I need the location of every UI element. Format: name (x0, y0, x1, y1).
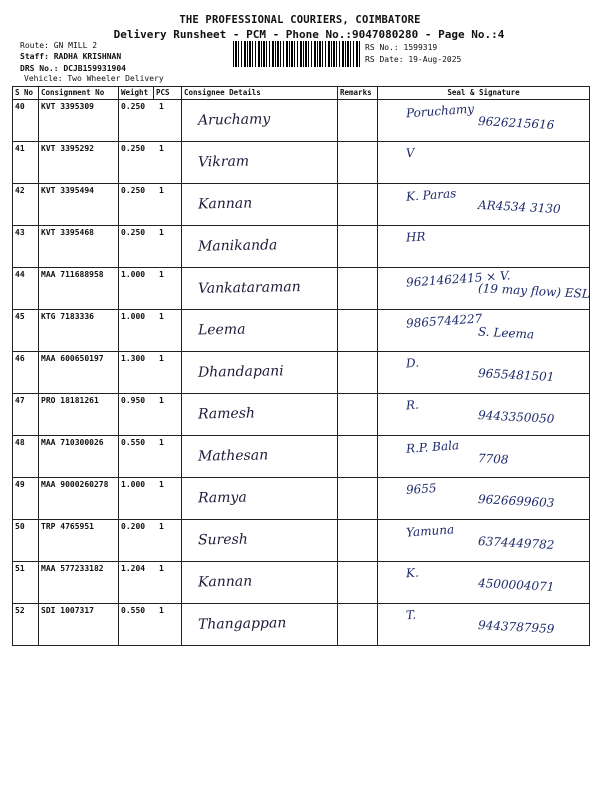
consignment-number: KVT 3395309 (39, 100, 119, 142)
weight-pcs-cell (119, 268, 182, 310)
table-header-row (13, 87, 590, 100)
signature: 9865744227 (405, 311, 483, 331)
weight-pcs-cell (119, 100, 182, 142)
signature-cell (378, 226, 590, 268)
consignee-name: Vikram (197, 153, 250, 171)
pcs-value: 1 (159, 438, 164, 447)
signature: K. (405, 565, 420, 581)
weight-value: 1.000 (121, 312, 146, 321)
signature: R.P. Bala (405, 438, 460, 456)
consignment-number: MAA 710300026 (39, 436, 119, 478)
remarks-cell (338, 604, 378, 646)
pcs-value: 1 (159, 270, 164, 279)
pcs-value: 1 (159, 354, 164, 363)
table-row (13, 268, 590, 310)
signature: HR (405, 229, 426, 245)
serial-number: 42 (13, 184, 39, 226)
signature-cell (378, 268, 590, 310)
weight-pcs-cell (119, 478, 182, 520)
signature-cell (378, 478, 590, 520)
signature-phone: 9655481501 (477, 366, 555, 384)
column-header: Seal & Signature (378, 87, 590, 100)
weight-value: 0.250 (121, 102, 146, 111)
consignee-cell (182, 226, 338, 268)
consignment-number: MAA 9000260278 (39, 478, 119, 520)
weight-pcs-cell (119, 562, 182, 604)
consignee-cell (182, 436, 338, 478)
serial-number: 40 (13, 100, 39, 142)
vehicle-text: Vehicle: Two Wheeler Delivery (24, 74, 164, 83)
table-row (13, 226, 590, 268)
consignee-cell (182, 142, 338, 184)
signature-cell (378, 604, 590, 646)
pcs-value: 1 (159, 228, 164, 237)
barcode-image (233, 41, 361, 67)
serial-number: 41 (13, 142, 39, 184)
table-row (13, 352, 590, 394)
rs-number: RS No.: 1599319 (365, 43, 438, 52)
consignee-name: Suresh (197, 531, 248, 549)
signature-cell (378, 142, 590, 184)
pcs-value: 1 (159, 312, 164, 321)
remarks-cell (338, 142, 378, 184)
weight-value: 1.204 (121, 564, 146, 573)
table-row (13, 436, 590, 478)
weight-value: 0.550 (121, 438, 146, 447)
consignment-number: PRO 18181261 (39, 394, 119, 436)
weight-value: 0.250 (121, 228, 146, 237)
consignee-cell (182, 394, 338, 436)
signature: T. (405, 607, 417, 623)
pcs-value: 1 (159, 564, 164, 573)
signature-phone: S. Leema (477, 324, 535, 342)
serial-number: 50 (13, 520, 39, 562)
table-row (13, 184, 590, 226)
consignment-number: KVT 3395468 (39, 226, 119, 268)
signature-phone: 9443787959 (477, 618, 555, 636)
consignee-cell (182, 268, 338, 310)
column-header: Remarks (338, 87, 378, 100)
remarks-cell (338, 226, 378, 268)
consignment-number: TRP 4765951 (39, 520, 119, 562)
staff-text: Staff: RADHA KRISHNAN (20, 52, 122, 61)
signature-phone: (19 may flow) ESL (477, 281, 591, 301)
signature: V (405, 145, 416, 161)
weight-pcs-cell (119, 142, 182, 184)
consignment-number: KVT 3395292 (39, 142, 119, 184)
weight-pcs-cell (119, 520, 182, 562)
signature-phone: 4500004071 (477, 576, 555, 594)
consignee-name: Thangappan (197, 615, 287, 633)
remarks-cell (338, 520, 378, 562)
consignee-cell (182, 478, 338, 520)
runsheet-subtitle: Delivery Runsheet - PCM - Phone No.:9047080280 - Page No.:4 (113, 28, 505, 41)
remarks-cell (338, 352, 378, 394)
remarks-cell (338, 394, 378, 436)
consignee-name: Aruchamy (197, 111, 271, 129)
weight-pcs-cell (119, 352, 182, 394)
consignee-name: Dhandapani (197, 363, 284, 381)
consignee-name: Manikanda (197, 237, 278, 255)
weight-value: 0.200 (121, 522, 146, 531)
consignment-number: MAA 577233182 (39, 562, 119, 604)
signature-phone: 6374449782 (477, 534, 555, 552)
signature-cell (378, 562, 590, 604)
table-row (13, 310, 590, 352)
remarks-cell (338, 562, 378, 604)
consignee-cell (182, 100, 338, 142)
serial-number: 47 (13, 394, 39, 436)
weight-value: 0.550 (121, 606, 146, 615)
consignment-number: SDI 1007317 (39, 604, 119, 646)
consignment-number: KTG 7183336 (39, 310, 119, 352)
table-row (13, 142, 590, 184)
signature: 9621462415 × V. (405, 268, 511, 290)
serial-number: 44 (13, 268, 39, 310)
serial-number: 48 (13, 436, 39, 478)
signature: 9655 (405, 480, 437, 498)
weight-value: 0.250 (121, 186, 146, 195)
consignee-cell (182, 184, 338, 226)
table-row (13, 604, 590, 646)
weight-pcs-cell (119, 604, 182, 646)
serial-number: 52 (13, 604, 39, 646)
consignee-name: Kannan (197, 573, 253, 591)
column-header: Consignee Details (182, 87, 338, 100)
signature: K. Paras (405, 186, 457, 204)
column-header: Weight (119, 87, 154, 100)
weight-pcs-cell (119, 436, 182, 478)
table-row (13, 562, 590, 604)
consignee-cell (182, 604, 338, 646)
consignee-name: Kannan (197, 195, 253, 213)
signature-cell (378, 184, 590, 226)
weight-pcs-cell (119, 226, 182, 268)
consignee-name: Mathesan (197, 447, 269, 465)
weight-pcs-cell (119, 394, 182, 436)
table-row (13, 520, 590, 562)
company-title: THE PROFESSIONAL COURIERS, COIMBATORE (179, 14, 421, 26)
signature-cell (378, 394, 590, 436)
signature-cell (378, 310, 590, 352)
serial-number: 49 (13, 478, 39, 520)
weight-value: 0.250 (121, 144, 146, 153)
consignee-cell (182, 310, 338, 352)
consignee-cell (182, 520, 338, 562)
weight-value: 1.000 (121, 480, 146, 489)
weight-pcs-cell (119, 184, 182, 226)
signature: Poruchamy (405, 101, 475, 121)
signature-cell (378, 520, 590, 562)
consignment-number: KVT 3395494 (39, 184, 119, 226)
rs-date: RS Date: 19-Aug-2025 (365, 55, 462, 64)
column-header: PCS (154, 87, 182, 100)
pcs-value: 1 (159, 102, 164, 111)
serial-number: 46 (13, 352, 39, 394)
signature-cell (378, 352, 590, 394)
signature-cell (378, 100, 590, 142)
pcs-value: 1 (159, 144, 164, 153)
table-row (13, 478, 590, 520)
weight-value: 1.000 (121, 270, 146, 279)
consignee-cell (182, 352, 338, 394)
remarks-cell (338, 310, 378, 352)
remarks-cell (338, 436, 378, 478)
signature: Yamuna (405, 522, 455, 540)
remarks-cell (338, 268, 378, 310)
signature-phone: 9626215616 (477, 114, 555, 132)
signature-cell (378, 436, 590, 478)
consignee-name: Ramesh (197, 405, 256, 423)
remarks-cell (338, 100, 378, 142)
drs-number: DRS No.: DCJB159931904 (20, 64, 126, 73)
weight-pcs-cell (119, 310, 182, 352)
serial-number: 51 (13, 562, 39, 604)
table-row (13, 394, 590, 436)
pcs-value: 1 (159, 522, 164, 531)
signature-phone: AR4534 3130 (477, 197, 561, 217)
serial-number: 43 (13, 226, 39, 268)
runsheet-table (12, 86, 590, 646)
signature-phone: 7708 (477, 451, 509, 467)
consignment-number: MAA 711688958 (39, 268, 119, 310)
serial-number: 45 (13, 310, 39, 352)
signature: D. (405, 355, 420, 371)
consignee-name: Leema (197, 321, 246, 339)
consignee-name: Vankataraman (197, 279, 301, 297)
consignee-name: Ramya (197, 489, 247, 507)
column-header: Consignment No (39, 87, 119, 100)
weight-value: 0.950 (121, 396, 146, 405)
consignment-number: MAA 600650197 (39, 352, 119, 394)
pcs-value: 1 (159, 396, 164, 405)
consignee-cell (182, 562, 338, 604)
remarks-cell (338, 478, 378, 520)
pcs-value: 1 (159, 186, 164, 195)
signature-phone: 9626699603 (477, 492, 555, 510)
weight-value: 1.300 (121, 354, 146, 363)
signature: R. (405, 397, 420, 413)
remarks-cell (338, 184, 378, 226)
column-header: S No (13, 87, 39, 100)
pcs-value: 1 (159, 606, 164, 615)
signature-phone: 9443350050 (477, 408, 555, 426)
pcs-value: 1 (159, 480, 164, 489)
table-row (13, 100, 590, 142)
route-text: Route: GN MILL 2 (20, 41, 98, 50)
